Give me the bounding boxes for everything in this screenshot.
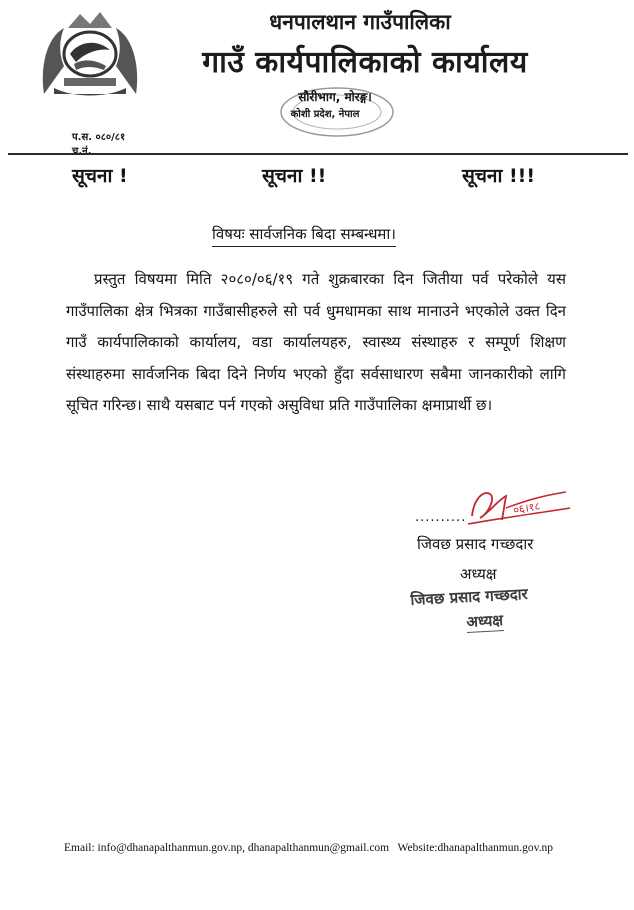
fiscal-year-label: प.स. ०८०/८१ (72, 132, 126, 143)
notice-heading-1: सूचना ! (72, 165, 128, 187)
email-addresses: info@dhanapalthanmun.gov.np, dhanapalthanmun@gmail.com (97, 842, 390, 854)
website-address: dhanapalthanmun.gov.np (437, 842, 554, 854)
signature-dots: .......... (415, 510, 467, 525)
address-line-1: सौरीभाग, मोरङ्ग। (298, 90, 372, 104)
contact-footer (64, 842, 594, 854)
notice-heading-3: सूचना !!! (462, 165, 535, 187)
notice-body: प्रस्तुत विषयमा मिति २०८०/०६/१९ गते शुक्रबारका दिन जितीया पर्व परेकोले यस गाउँपालिका क्षेत्र भित्रका गाउँबासीहरुले सो पर्व धुमधामका साथ मानाउने भएकोले उक्त दिन गाउँ कार्यपालिकाको कार्यालय, वडा कार्यालयहरु, स्वास्थ्य संस्थाहरु र सम्पूर्ण शिक्षण संस्थाहरुमा सार्वजनिक बिदा दिने निर्णय भएको हुँदा सर्वसाधारण सबैमा जानकारीको लागि सूचित गरिन्छ। साथै यसबाट पर्न गएको असुविधा प्रति गाउँपालिका क्षमाप्रार्थी छ। (66, 270, 566, 414)
email-label: Email: (64, 842, 95, 854)
office-title: गाउँ कार्यपालिकाको कार्यालय (202, 45, 528, 80)
municipality-name: धनपालथान गाउँपालिका (269, 10, 451, 34)
signature-date: ०६।१८ (512, 499, 542, 517)
subject-line: विषयः सार्वजनिक बिदा सम्बन्धमा। (212, 224, 396, 247)
signatory-name: जिवछ प्रसाद गच्छदार (417, 535, 534, 553)
title-stamp: अध्यक्ष (466, 611, 504, 631)
header-divider (8, 153, 628, 155)
signatory-title: अध्यक्ष (460, 565, 497, 583)
website-label: Website: (397, 842, 438, 854)
notice-heading-2: सूचना !! (262, 165, 327, 187)
name-stamp: जिवछ प्रसाद गच्छदार (410, 584, 529, 609)
handwritten-signature (462, 484, 572, 528)
dispatch-number-label: च.नं. (72, 146, 92, 157)
address-line-2: कोशी प्रदेश, नेपाल (290, 109, 360, 120)
